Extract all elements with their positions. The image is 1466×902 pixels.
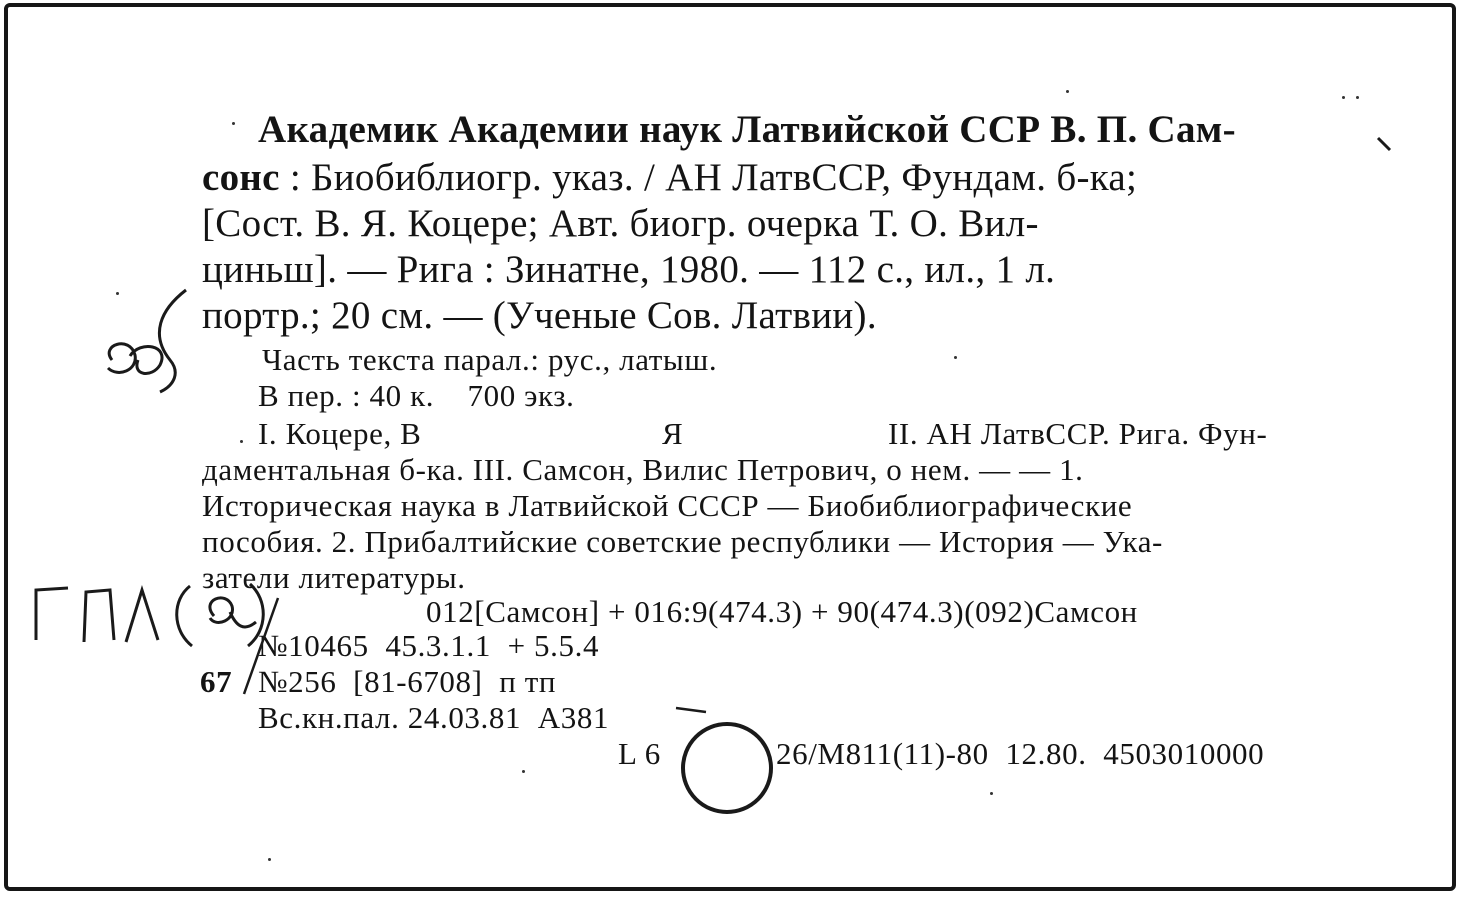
book-chamber-line: Вс.кн.пал. 24.03.81 А381 [258, 700, 610, 735]
title-line-5: портр.; 20 см. — (Ученые Сов. Латвии). [202, 294, 877, 337]
record-number-line: №10465 45.3.1.1 + 5.5.4 [258, 628, 600, 663]
code-line-left: L 6 [618, 736, 661, 771]
title-line-1: Академик Академии наук Латвийской ССР В. П. Сам- [258, 108, 1236, 151]
handwritten-bracket [159, 290, 186, 392]
speck [1066, 90, 1069, 93]
speck [1342, 96, 1345, 99]
order-line: №256 [81-6708] п тп [258, 664, 557, 699]
subjects-line-3: Историческая наука в Латвийской СССР — Биобиблиографические [202, 488, 1133, 523]
speck [1356, 96, 1359, 99]
classification-line: 012[Самсон] + 016:9(474.3) + 90(474.3)(092)Самсон [426, 594, 1138, 629]
circle-stamp [683, 724, 771, 812]
title-line-4: циньш]. — Рига : Зинатне, 1980. — 112 с., ил., 1 л. [202, 248, 1056, 291]
note-parallel-text: Часть текста парал.: рус., латыш. [262, 342, 718, 377]
code-line-right: 26/М811(11)-80 12.80. 4503010000 [776, 736, 1265, 771]
subjects-line-1c: II. АН ЛатвССР. Рига. Фун- [888, 416, 1268, 451]
corner-tick [1378, 138, 1390, 150]
speck [240, 440, 243, 443]
speck [954, 356, 957, 359]
speck [232, 122, 235, 125]
title-line-2: сонс : Биобиблиогр. указ. / АН ЛатвССР, Фундам. б-ка; [202, 156, 1138, 199]
note-price-copies: В пер. : 40 к. 700 экз. [258, 378, 575, 413]
subjects-line-1b: Я [662, 416, 684, 451]
subjects-line-2: даментальная б-ка. III. Самсон, Вилис Петрович, о нем. — — 1. [202, 452, 1084, 487]
dash-mark [676, 708, 706, 712]
subjects-line-4: пособия. 2. Прибалтийские советские республики — История — Ука- [202, 524, 1163, 559]
handwritten-ya [210, 584, 263, 646]
handwritten-gpl [36, 586, 192, 646]
speck [990, 792, 993, 795]
subjects-line-5: затели литературы. [202, 560, 466, 595]
order-prefix: 67 [200, 664, 233, 699]
subjects-line-1a: I. Коцере, В [258, 416, 422, 451]
speck [116, 292, 119, 295]
handwritten-b-mark [108, 344, 162, 374]
speck [268, 858, 271, 861]
speck [522, 770, 525, 773]
title-line-3: [Сост. В. Я. Коцере; Авт. биогр. очерка Т. О. Вил- [202, 202, 1039, 245]
